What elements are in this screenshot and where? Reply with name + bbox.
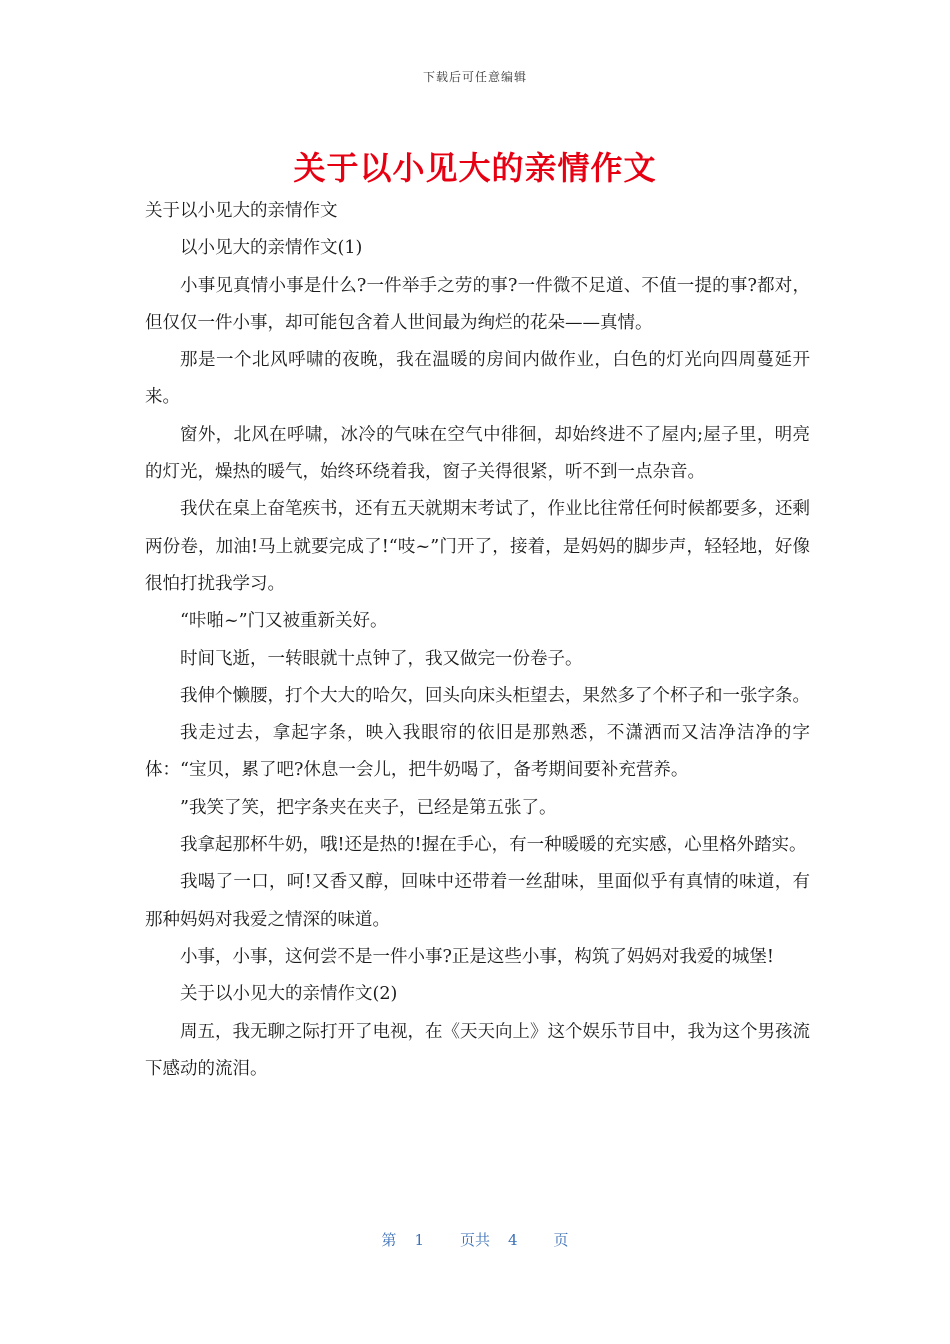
paragraph: ”我笑了笑，把字条夹在夹子，已经是第五张了。 bbox=[180, 797, 557, 818]
page-header-note: 下载后可任意编辑 bbox=[422, 70, 527, 84]
page-footer bbox=[0, 1229, 950, 1250]
document-body bbox=[145, 193, 810, 1088]
paragraph: 我走过去，拿起字条，映入我眼帘的依旧是那熟悉，不潇洒而又洁净洁净的字体：“宝贝，累了吧?休息一会儿，把牛奶喝了，备考期间要补充营养。 bbox=[145, 723, 810, 781]
paragraph: 我喝了一口，呵!又香又醇，回味中还带着一丝甜味，里面似乎有真情的味道，有那种妈妈对我爱之情深的味道。 bbox=[145, 872, 810, 930]
footer-page-suffix: 页 bbox=[553, 1231, 569, 1249]
paragraph: 我拿起那杯牛奶，哦!还是热的!握在手心，有一种暖暖的充实感，心里格外踏实。 bbox=[180, 835, 807, 856]
footer-page-prefix: 第 bbox=[381, 1231, 397, 1249]
paragraph: 那是一个北风呼啸的夜晚，我在温暖的房间内做作业，白色的灯光向四周蔓延开来。 bbox=[145, 350, 810, 408]
document-title: 关于以小见大的亲情作文 bbox=[293, 149, 657, 187]
footer-page-mid: 页共 bbox=[459, 1231, 490, 1249]
footer-total-pages: 4 bbox=[508, 1231, 518, 1249]
paragraph: 小事，小事，这何尝不是一件小事?正是这些小事，构筑了妈妈对我爱的城堡! bbox=[180, 946, 774, 967]
paragraph: 时间飞逝，一转眼就十点钟了，我又做完一份卷子。 bbox=[180, 648, 583, 669]
footer-current-page: 1 bbox=[414, 1231, 424, 1249]
paragraph: 我伏在桌上奋笔疾书，还有五天就期末考试了，作业比往常任何时候都要多，还剩两份卷，加油!马上就要完成了!“吱~”门开了，接着，是妈妈的脚步声，轻轻地，好像很怕打扰我学习。 bbox=[145, 499, 810, 594]
paragraph: 小事见真情小事是什么?一件举手之劳的事?一件微不足道、不值一提的事?都对，但仅仅一件小事，却可能包含着人世间最为绚烂的花朵——真情。 bbox=[145, 275, 810, 333]
paragraph-section-heading-2: 关于以小见大的亲情作文(2) bbox=[180, 984, 398, 1005]
paragraph-section-heading-1: 以小见大的亲情作文(1) bbox=[180, 238, 363, 259]
paragraph: 周五，我无聊之际打开了电视，在《天天向上》这个娱乐节目中，我为这个男孩流下感动的流泪。 bbox=[145, 1021, 810, 1079]
paragraph-subtitle: 关于以小见大的亲情作文 bbox=[145, 201, 338, 221]
paragraph: “咔啪~”门又被重新关好。 bbox=[180, 611, 388, 632]
paragraph: 窗外，北风在呼啸，冰冷的气味在空气中徘徊，却始终进不了屋内;屋子里，明亮的灯光，燥热的暖气，始终环绕着我，窗子关得很紧，听不到一点杂音。 bbox=[145, 424, 810, 483]
paragraph: 我伸个懒腰，打个大大的哈欠，回头向床头柜望去，果然多了个杯子和一张字条。 bbox=[180, 685, 810, 706]
